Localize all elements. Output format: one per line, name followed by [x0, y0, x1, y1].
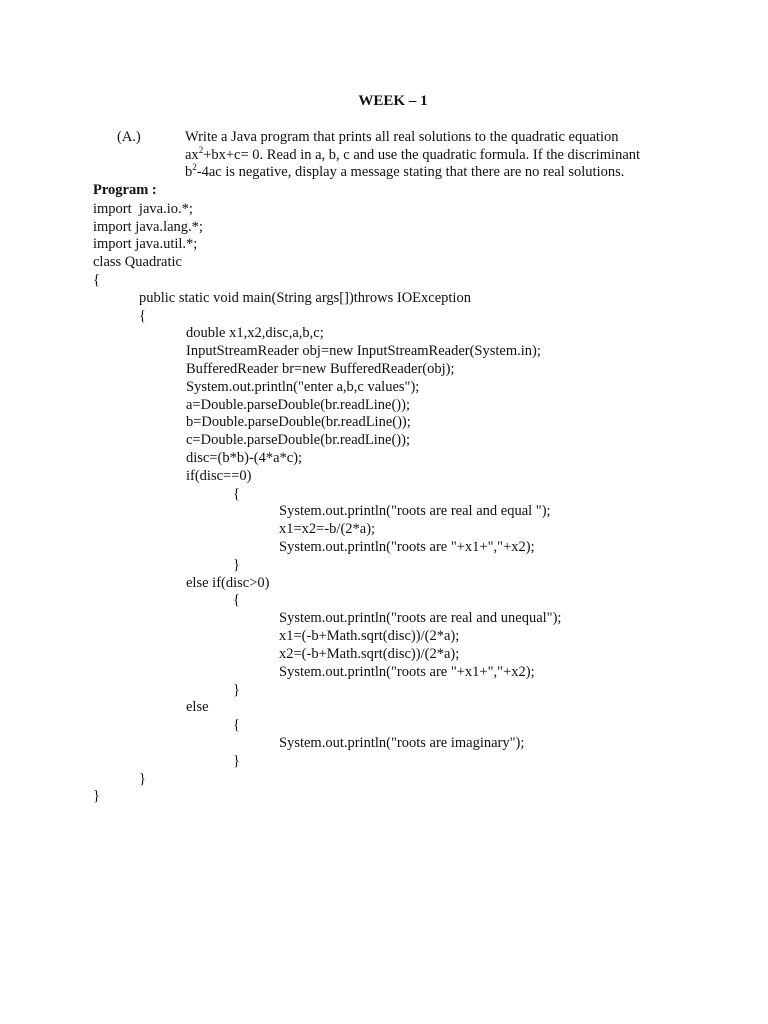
- superscript-exponent: 2: [198, 145, 204, 156]
- code-line: {: [93, 272, 100, 288]
- code-line: BufferedReader br=new BufferedReader(obj);: [186, 361, 455, 377]
- code-line: System.out.println("roots are "+x1+","+x2);: [279, 664, 535, 680]
- code-line: import java.io.*;: [93, 201, 193, 217]
- code-line: a=Double.parseDouble(br.readLine());: [186, 397, 410, 413]
- page-title: WEEK – 1: [358, 93, 428, 109]
- code-line: x1=x2=-b/(2*a);: [279, 521, 376, 537]
- program-heading: Program :: [93, 182, 157, 198]
- code-line: }: [93, 788, 100, 804]
- code-line: InputStreamReader obj=new InputStreamReader(System.in);: [186, 343, 541, 359]
- code-line: b=Double.parseDouble(br.readLine());: [186, 414, 411, 430]
- code-line: else if(disc>0): [186, 575, 270, 591]
- code-line: x1=(-b+Math.sqrt(disc))/(2*a);: [279, 628, 460, 644]
- code-line: import java.util.*;: [93, 236, 198, 252]
- question-text-line-3-start: b: [185, 164, 193, 180]
- code-line: disc=(b*b)-(4*a*c);: [186, 450, 303, 466]
- code-line: System.out.println("roots are imaginary");: [279, 735, 525, 751]
- code-line: }: [139, 771, 146, 787]
- code-line: System.out.println("enter a,b,c values");: [186, 379, 420, 395]
- code-line: System.out.println("roots are "+x1+","+x2);: [279, 539, 535, 555]
- question-text-line-2-end: +bx+c= 0. Read in a, b, c and use the quadratic formula. If the discriminant: [203, 147, 641, 163]
- code-line: if(disc==0): [186, 468, 252, 484]
- question-label: (A.): [117, 129, 141, 145]
- code-line: else: [186, 699, 209, 715]
- code-line: System.out.println("roots are real and equal ");: [279, 503, 551, 519]
- code-line: double x1,x2,disc,a,b,c;: [186, 325, 324, 341]
- code-line: public static void main(String args[])throws IOException: [139, 290, 471, 306]
- question-text-line-1: Write a Java program that prints all real solutions to the quadratic equation: [185, 129, 619, 145]
- code-line: {: [139, 308, 146, 324]
- code-line: x2=(-b+Math.sqrt(disc))/(2*a);: [279, 646, 460, 662]
- code-line: System.out.println("roots are real and unequal");: [279, 610, 562, 626]
- question-text-line-3: [185, 164, 624, 181]
- code-line: }: [233, 557, 240, 573]
- code-line: }: [233, 682, 240, 698]
- question-text-line-2: [185, 147, 640, 164]
- code-line: class Quadratic: [93, 254, 182, 270]
- code-line: {: [233, 717, 240, 733]
- question-text-line-2-start: ax: [185, 147, 199, 163]
- code-line: c=Double.parseDouble(br.readLine());: [186, 432, 410, 448]
- question-text-line-3-end: -4ac is negative, display a message stating that there are no real solutions.: [196, 164, 625, 180]
- code-line: }: [233, 753, 240, 769]
- code-line: {: [233, 486, 240, 502]
- superscript-exponent: 2: [192, 162, 197, 173]
- code-line: import java.lang.*;: [93, 219, 203, 235]
- code-line: {: [233, 592, 240, 608]
